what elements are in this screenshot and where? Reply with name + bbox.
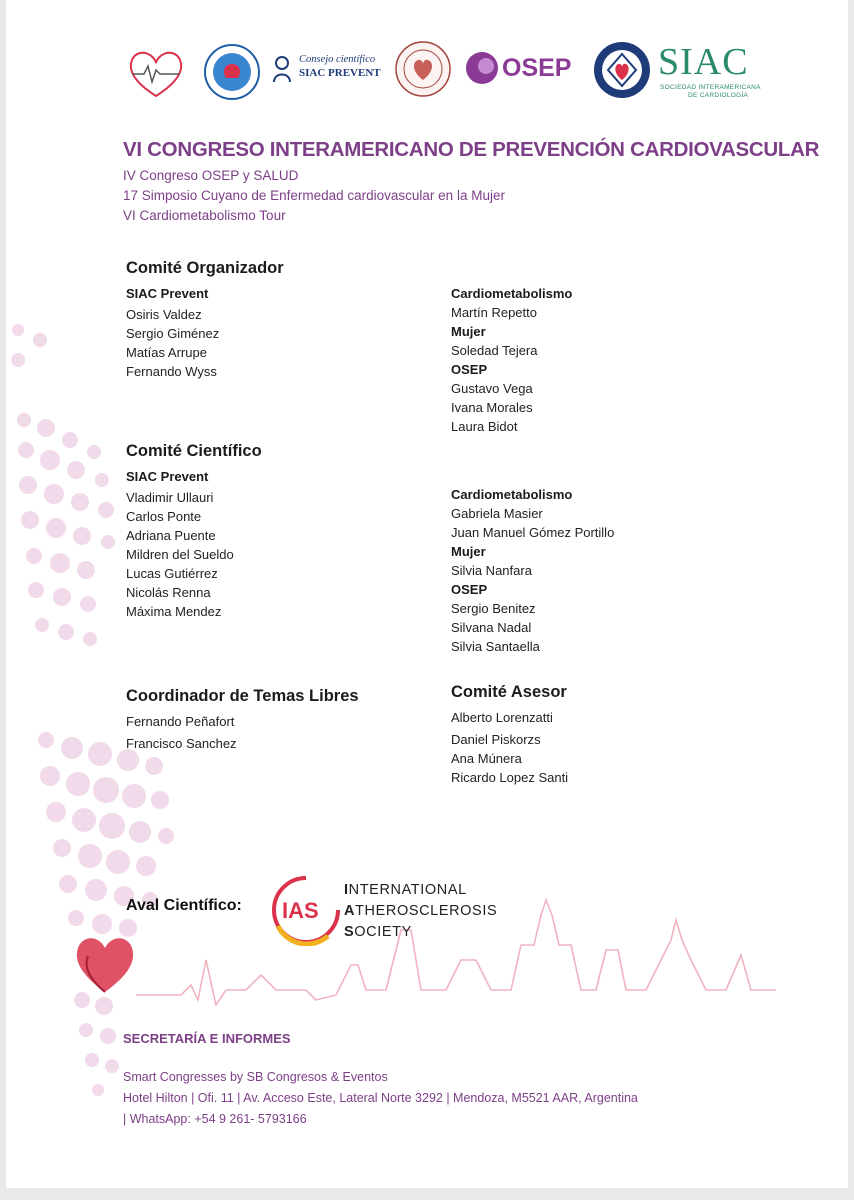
footer-organizer: Smart Congresses by SB Congresos & Eventos xyxy=(123,1070,388,1084)
siac-line1: SOCIEDAD INTERAMERICANA xyxy=(660,84,761,91)
cientifico-name: Máxima Mendez xyxy=(126,604,222,619)
organizador-left-group: SIAC Prevent xyxy=(126,286,209,301)
ias-initial-a: A xyxy=(344,903,356,919)
siac-logo xyxy=(658,42,778,102)
comite-mujer-logo xyxy=(202,42,262,102)
temas-name: Fernando Peñafort xyxy=(126,714,235,729)
organizador-name: Sergio Giménez xyxy=(126,326,220,341)
aval-label: Aval Científico: xyxy=(126,897,242,914)
consejo-siac-prevent-logo xyxy=(271,52,391,86)
cientifico-name: Silvana Nadal xyxy=(451,620,532,635)
cientifico-group-cardiometabolismo: Cardiometabolismo xyxy=(451,487,573,502)
cientifico-title: Comité Científico xyxy=(126,442,262,460)
organizador-name: Gustavo Vega xyxy=(451,381,533,396)
cientifico-group-mujer: Mujer xyxy=(451,544,486,559)
heart-icon xyxy=(70,928,140,998)
cientifico-name: Vladimir Ullauri xyxy=(126,490,214,505)
footer-whatsapp: | WhatsApp: +54 9 261- 5793166 xyxy=(123,1112,307,1126)
page xyxy=(6,0,848,1188)
cientifico-name: Adriana Puente xyxy=(126,528,216,543)
subtitle-1: IV Congreso OSEP y SALUD xyxy=(123,168,299,183)
asesor-name: Daniel Piskorzs xyxy=(451,732,541,747)
organizador-name: Martín Repetto xyxy=(451,305,537,320)
asesor-name: Alberto Lorenzatti xyxy=(451,710,553,725)
cientifico-group-osep: OSEP xyxy=(451,582,488,597)
cientifico-name: Gabriela Masier xyxy=(451,506,543,521)
temas-title: Coordinador de Temas Libres xyxy=(126,687,359,705)
cientifico-name: Nicolás Renna xyxy=(126,585,211,600)
siac-text: SIAC xyxy=(658,41,749,83)
cientifico-name: Carlos Ponte xyxy=(126,509,202,524)
circular-seal-logo xyxy=(394,40,452,98)
cientifico-name: Juan Manuel Gómez Portillo xyxy=(451,525,615,540)
organizador-group-osep: OSEP xyxy=(451,362,488,377)
organizador-name: Ivana Morales xyxy=(451,400,533,415)
organizador-name: Laura Bidot xyxy=(451,419,518,434)
ias-initial-i: I xyxy=(344,882,349,898)
cientifico-left-group: SIAC Prevent xyxy=(126,469,209,484)
cientifico-name: Sergio Benitez xyxy=(451,601,536,616)
organizador-name: Matías Arrupe xyxy=(126,345,207,360)
ias-rest-1: NTERNATIONAL xyxy=(348,882,467,898)
asesor-name: Ana Múnera xyxy=(451,751,522,766)
sponsor-logos xyxy=(6,0,848,120)
osep-logo xyxy=(464,48,579,88)
siac-line2: DE CARDIOLOGÍA xyxy=(688,92,749,99)
consejo-line2: SIAC PREVENT xyxy=(299,67,381,79)
subtitle-3: VI Cardiometabolismo Tour xyxy=(123,208,286,223)
cientifico-name: Lucas Gutiérrez xyxy=(126,566,218,581)
organizador-title: Comité Organizador xyxy=(126,259,284,277)
ias-rest-2: THEROSCLEROSIS xyxy=(355,903,498,919)
cientifico-name: Silvia Nanfara xyxy=(451,563,532,578)
ias-rest-3: OCIETY xyxy=(354,924,412,940)
ias-full-name xyxy=(344,880,497,943)
ias-initial-s: S xyxy=(344,924,355,940)
osep-text: OSEP xyxy=(502,54,572,82)
cientifico-name: Mildren del Sueldo xyxy=(126,547,234,562)
federacion-logo xyxy=(592,40,652,100)
subtitle-2: 17 Simposio Cuyano de Enfermedad cardiovascular en la Mujer xyxy=(123,188,505,203)
ecg-heart-logo xyxy=(124,44,188,104)
organizador-name: Fernando Wyss xyxy=(126,364,217,379)
temas-name: Francisco Sanchez xyxy=(126,736,237,751)
congress-title: VI CONGRESO INTERAMERICANO DE PREVENCIÓN CARDIOVASCULAR xyxy=(123,138,820,161)
organizador-group-cardiometabolismo: Cardiometabolismo xyxy=(451,286,573,301)
footer-address: Hotel Hilton | Ofi. 11 | Av. Acceso Este, Lateral Norte 3292 | Mendoza, M5521 AAR, Argentina xyxy=(123,1091,638,1105)
asesor-title: Comité Asesor xyxy=(451,683,567,701)
cientifico-name: Silvia Santaella xyxy=(451,639,540,654)
organizador-name: Osiris Valdez xyxy=(126,307,202,322)
organizador-name: Soledad Tejera xyxy=(451,343,538,358)
consejo-line1: Consejo científico xyxy=(299,54,376,65)
ias-abbr: IAS xyxy=(282,898,319,923)
organizador-group-mujer: Mujer xyxy=(451,324,486,339)
secretaria-title: SECRETARÍA E INFORMES xyxy=(123,1031,291,1046)
asesor-name: Ricardo Lopez Santi xyxy=(451,770,569,785)
